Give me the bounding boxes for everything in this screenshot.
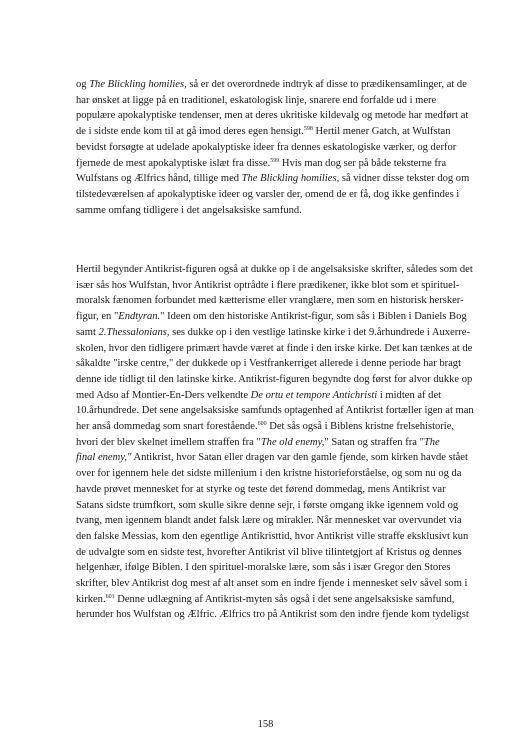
text-line: samme omfang tidligere i det angelsaksiske samfund. [76, 204, 302, 216]
italic-title: final enemy," [76, 452, 132, 464]
text-line: tilstedeværelsen af apokalyptiske ideer og varsler der, omend de er få, dog ikke genfindes i [76, 188, 460, 200]
text-line: over for igennem hele det sidste millenium i den kristne historieforståelse, og som nu og da [76, 468, 462, 480]
text-line: skrifter, blev Antikrist dog mest af alt anset som en indre fjende i mennesket selv såvel som i [76, 578, 468, 590]
italic-title: Endtyran. [118, 311, 161, 323]
text-line: Satans sidste trumfkort, som skulle sikre denne sejr, i første omgang ikke igennem vold og [76, 499, 459, 511]
text-line: herunder hos Wulfstan og Ælfric. Ælfrics tro på Antikrist som den indre fjende kom tydeligst [76, 609, 469, 621]
page-number: 158 [257, 719, 274, 730]
text-line: Wulfstans og Ælfrics hånd, tillige med The Blickling homilies, så vidner disse tekster dog om [76, 173, 470, 185]
text-line: fjernede de mest apokalyptiske islæt fra disse.$^{599}$ Hvis man dog ser på både teksterne fra [76, 157, 447, 169]
text-line: figur, en "Endtyran." Ideen om den historiske Antikrist-figur, som sås i Biblen i Daniels Bog [76, 311, 467, 323]
text-line: de udvalgte som en sidste test, hvorefter Antikrist vil blive tilintetgjort af Kristus og dennes [76, 546, 462, 558]
text-line: populære apokalyptiske tendenser, men at deres ukritiske kildevalg og metode har medført at [76, 110, 469, 122]
paragraph-2 [76, 262, 474, 623]
text-line: de i sidste ende kom til at gå imod deres egen hensigt.$^{598}$ Hertil mener Gatch, at Wulfstan [76, 126, 451, 138]
text-line: skolen, hvor den tidligere primært havde været at finde i den irske kirke. Det kan tænkes at de [76, 342, 473, 354]
text-line: med Adso af Montier-En-Ders velkendte De ortu et tempore Antichristi i midten af det [76, 389, 442, 401]
text-line: 10.århundrede. Det sene angelsaksiske samfunds optagenhed af Antikrist fortæller igen at man [76, 405, 474, 417]
text-line: kirken.$^{601}$ Denne udlægning af Antikrist-myten sås også i det sene angelsaksiske samfund, [76, 593, 455, 605]
italic-title: 2.Thessalonians [98, 326, 167, 338]
text-line: havde prøvet mennesket for at styrke og teste det førend dommedag, mens Antikrist var [76, 483, 446, 495]
text-line: samt 2.Thessalonians, ses dukke op i den vestlige latinske kirke i det 9.århundrede i Auxerre- [76, 326, 470, 338]
text-line: moralsk fænomen forbundet med kætterisme eller vranglære, men som en historisk hersker- [76, 295, 464, 307]
footnote-marker: 598 [303, 126, 313, 133]
text-line: denne ide tidligt til den latinske kirke. Antikrist-figuren begyndte dog først for alvor dukke op [76, 373, 473, 385]
text-line: og The Blickling homilies, så er det overordnede indtryk af disse to prædikensamlinger, at de [76, 79, 467, 90]
text-line: bevidst forsøgte at udelade apokalyptiske ideer fra dennes eskatologiske værker, og derfor [76, 141, 457, 153]
text-line: Hertil begynder Antikrist-figuren også at dukke op i de angelsaksiske skrifter, således som det [76, 264, 473, 275]
paragraph-1 [76, 77, 474, 218]
text-line: her anså dommedag som snart forestående.$^{600}$ Det sås også i Biblens kristne frelsehistorie, [76, 421, 455, 433]
footnote-marker: 599 [270, 157, 280, 164]
text-line: har ønsket at ligge på en traditionel, eskatologisk linje, snarere end forfalde ud i mere [76, 94, 437, 106]
text-line: såkaldte "irske centre," der dukkede op i Vestfrankerriget allerede i denne periode har bragt [76, 358, 462, 370]
footnote-marker: 600 [257, 421, 267, 428]
italic-title: The Blickling homilies, [241, 173, 340, 185]
text-line: final enemy," Antikrist, hvor Satan eller dragen var den gamle fjende, som kirken havde stået [76, 452, 468, 464]
text-line: hvori der blev skelnet imellem straffen fra "The old enemy," Satan og straffen fra "The [76, 436, 440, 448]
italic-title: The Blickling homilies, [89, 79, 187, 90]
footnote-marker: 601 [105, 593, 115, 600]
italic-title: The [423, 436, 440, 448]
text-line: især sås hos Wulfstan, hvor Antikrist optrådte i flere prædikener, ikke blot som et spirituel- [76, 279, 460, 291]
text-line: helgenhær, ifølge Biblen. I den spirituel-moralske lære, som sås i især Gregor den Stores [76, 562, 451, 574]
italic-title: De ortu et tempore Antichristi [250, 389, 378, 401]
text-line: tvang, men igennem blandt andet falsk lære og mirakler. Når mennesket var overvundet via [76, 515, 462, 527]
italic-title: The old enemy, [260, 436, 325, 448]
text-line: den falske Messias, kom den egentlige Antikristtid, hvor Antikrist ville straffe eksklusivt kun [76, 530, 469, 542]
